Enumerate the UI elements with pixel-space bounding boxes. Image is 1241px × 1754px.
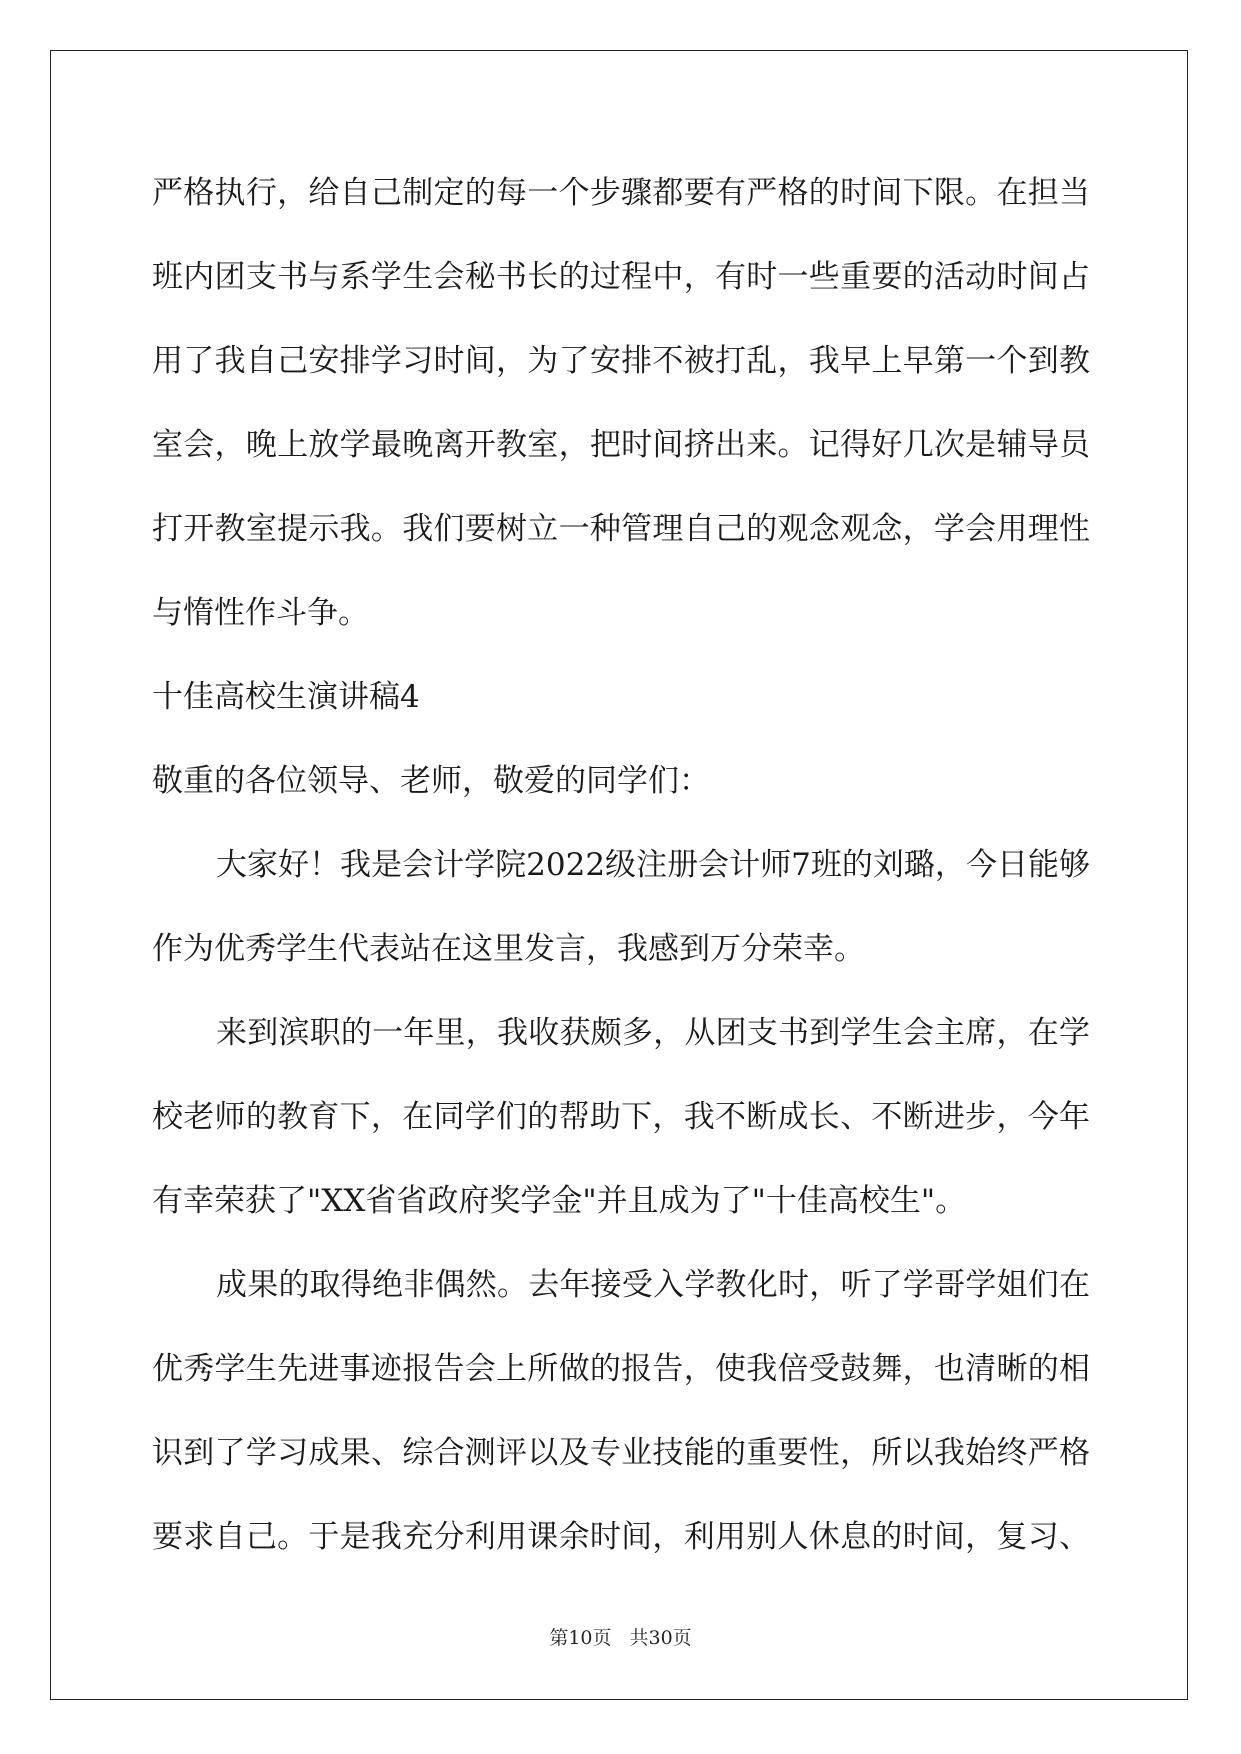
body-line: 与惰性作斗争。 (152, 595, 369, 631)
salutation: 敬重的各位领导、老师，敬爱的同学们： (152, 763, 710, 799)
page-footer (0, 1626, 1241, 1650)
body-line: 室会，晚上放学最晚离开教室，把时间挤出来。记得好几次是辅导员 (152, 427, 1090, 463)
body-line: 用了我自己安排学习时间，为了安排不被打乱，我早上早第一个到教 (152, 343, 1090, 379)
body-line: 校老师的教育下，在同学们的帮助下，我不断成长、不断进步，今年 (152, 1099, 1090, 1135)
body-line: 严格执行，给自己制定的每一个步骤都要有严格的时间下限。在担当 (152, 175, 1090, 211)
section-heading: 十佳高校生演讲稿4 (152, 679, 420, 715)
body-line: 作为优秀学生代表站在这里发言，我感到万分荣幸。 (152, 931, 865, 967)
body-line: 打开教室提示我。我们要树立一种管理自己的观念观念，学会用理性 (152, 511, 1090, 547)
page-number-total: 共30页 (629, 1627, 692, 1649)
body-line: 识到了学习成果、综合测评以及专业技能的重要性，所以我始终严格 (152, 1435, 1090, 1471)
body-line: 班内团支书与系学生会秘书长的过程中，有时一些重要的活动时间占 (152, 259, 1090, 295)
body-line: 优秀学生先进事迹报告会上所做的报告，使我倍受鼓舞，也清晰的相 (152, 1351, 1090, 1387)
body-line: 大家好！我是会计学院2022级注册会计师7班的刘璐，今日能够 (216, 847, 1090, 883)
body-line: 成果的取得绝非偶然。去年接受入学教化时，听了学哥学姐们在 (216, 1267, 1090, 1303)
body-line: 要求自己。于是我充分利用课余时间，利用别人休息的时间，复习、 (152, 1519, 1090, 1555)
body-line: 来到滨职的一年里，我收获颇多，从团支书到学生会主席，在学 (216, 1015, 1090, 1051)
page-number-current: 第10页 (549, 1627, 612, 1649)
document-body (152, 151, 1090, 1579)
body-line: 有幸荣获了"XX省省政府奖学金"并且成为了"十佳高校生"。 (152, 1183, 967, 1219)
